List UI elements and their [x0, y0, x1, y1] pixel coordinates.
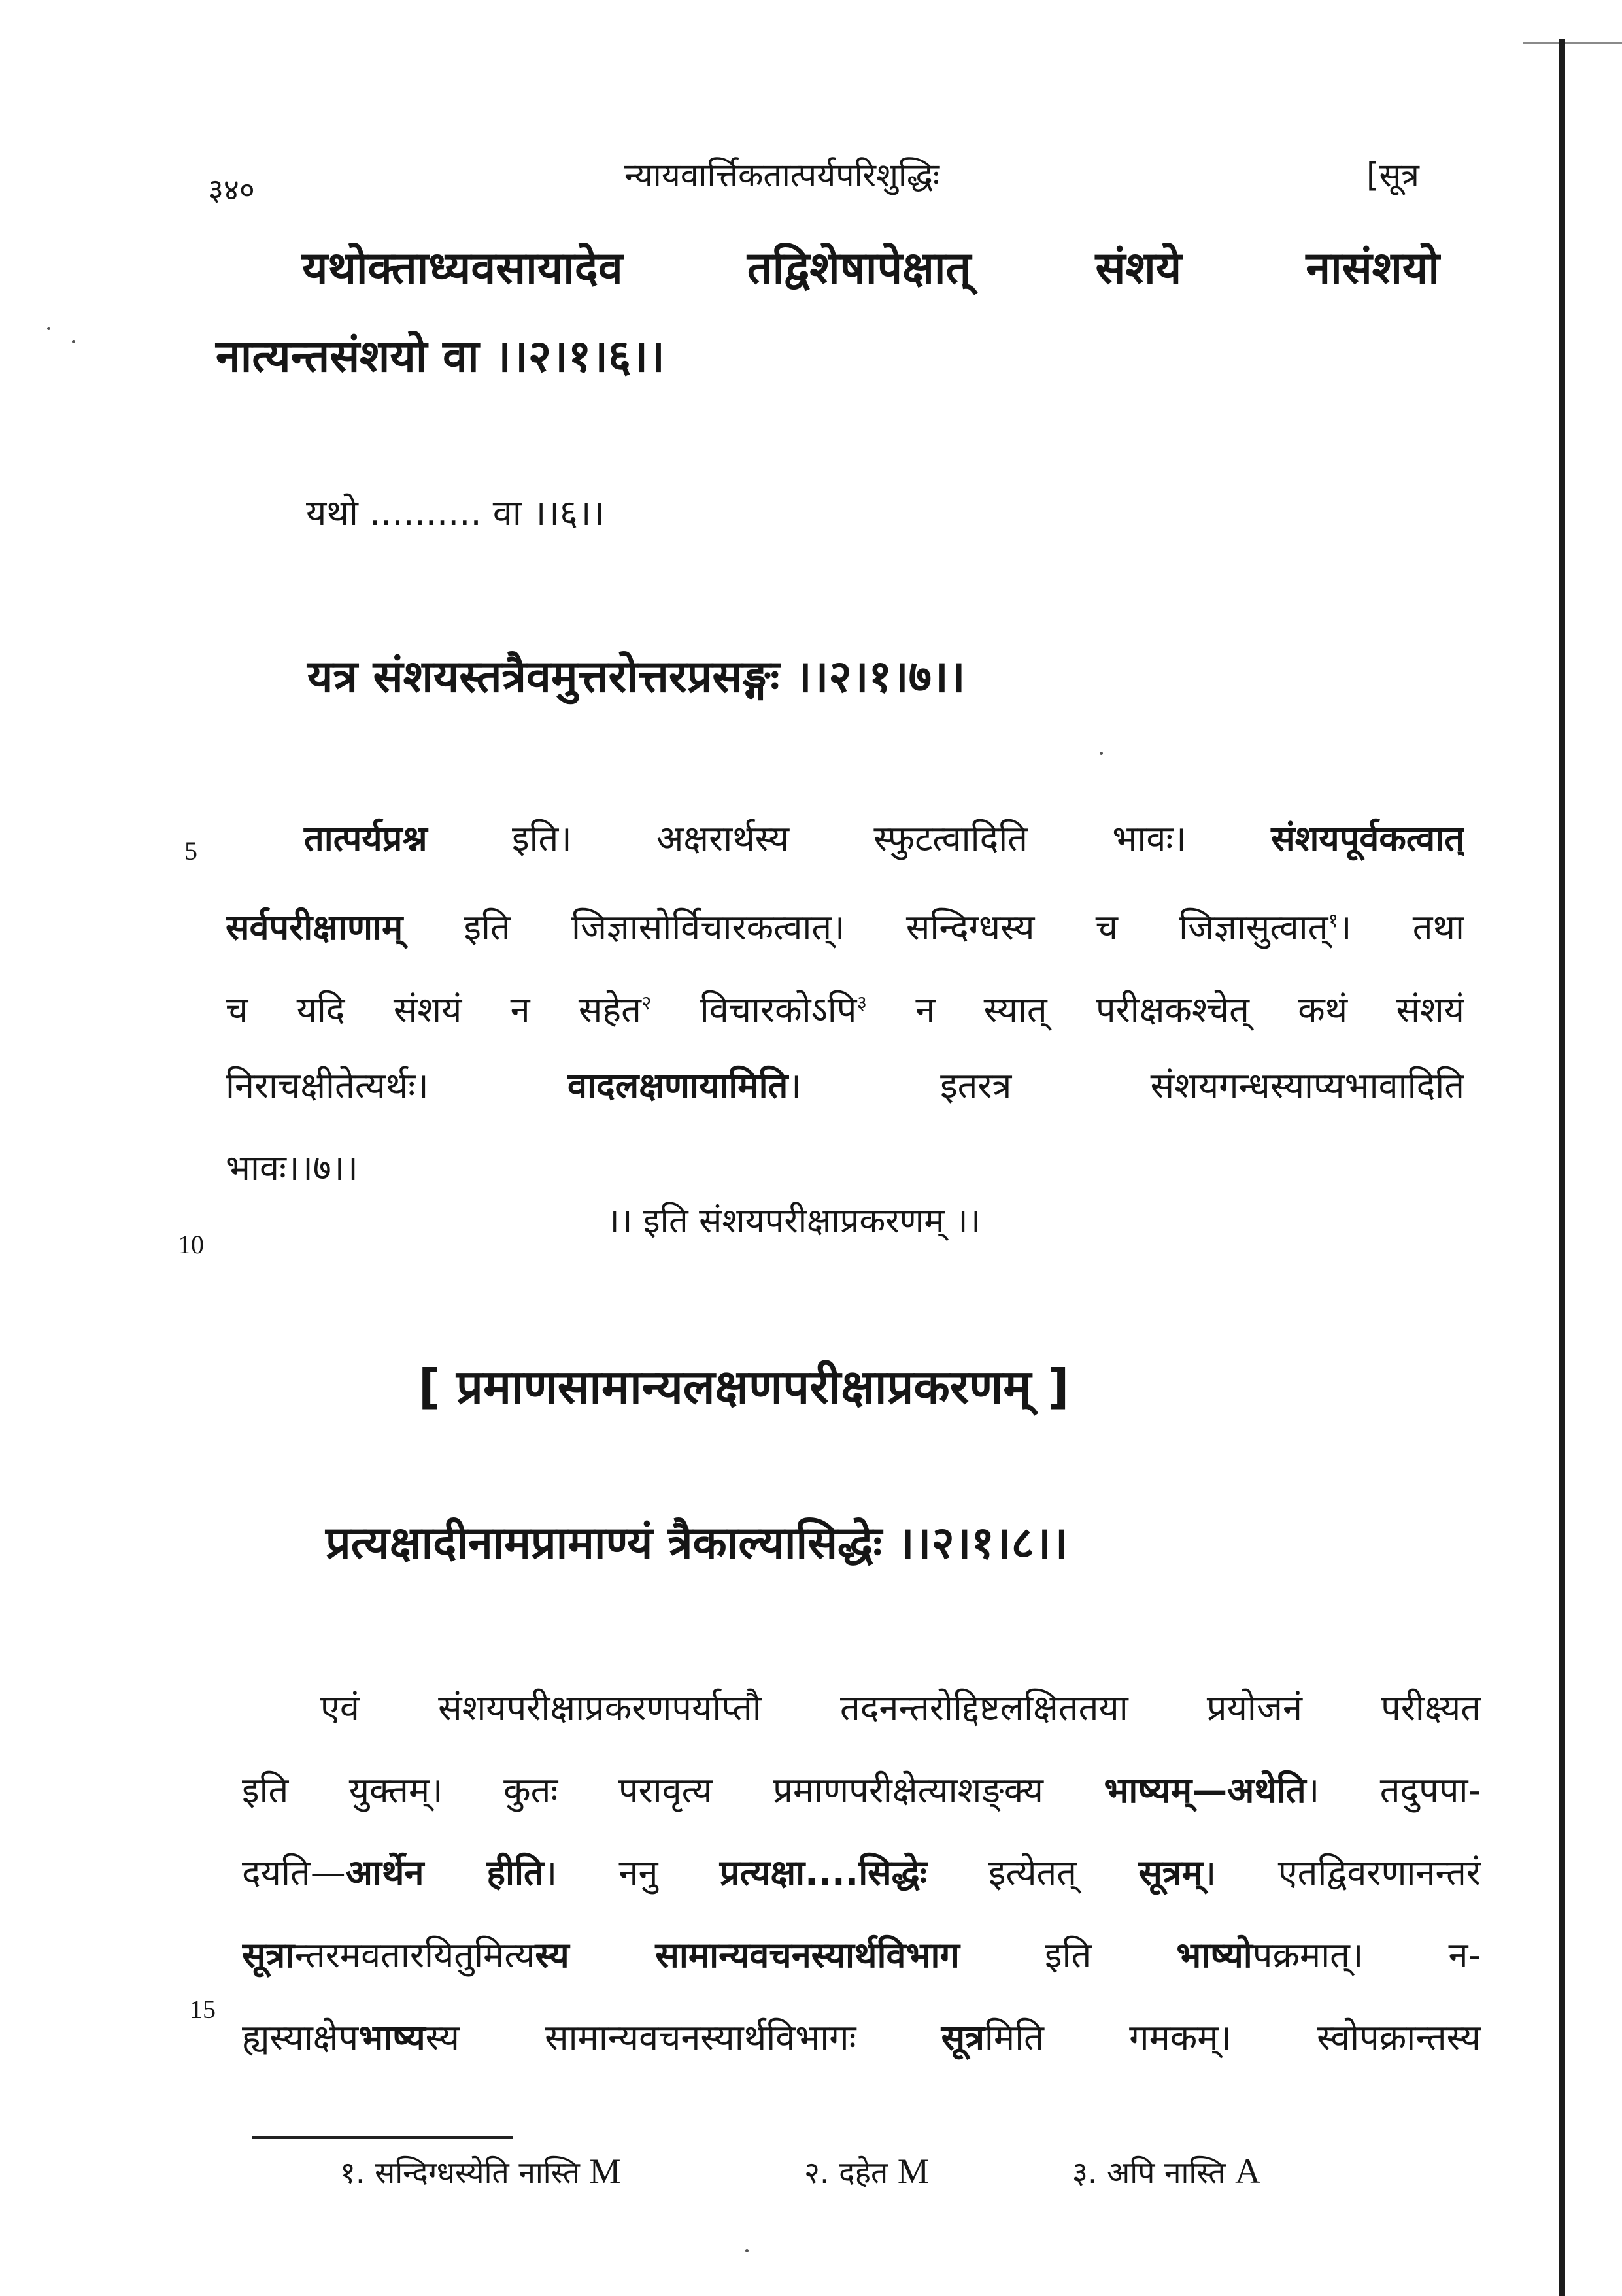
line-number-5: 5 — [184, 836, 197, 866]
line-number-15: 15 — [190, 1995, 216, 2024]
text-run: । तदुपपा- — [1306, 1770, 1481, 1811]
commentary-line — [242, 1997, 1481, 2079]
text-run: इति। अक्षरार्थस्य स्फुटत्वादिति भावः। — [427, 818, 1272, 859]
running-title: न्यायवार्त्तिकतात्पर्यपरिशुद्धिः — [624, 156, 939, 194]
sutra-word: नासंशयो — [1306, 243, 1440, 294]
footnote-text: ३. अपि नास्ति — [1072, 2155, 1236, 2190]
scan-top-line — [1523, 42, 1622, 44]
text-run: च यदि संशयं न सहेत — [226, 989, 641, 1030]
bold-term: सूत्र — [941, 2017, 985, 2058]
section-tag: [सूत्र — [1366, 156, 1419, 194]
footnote-ref: १ — [1328, 909, 1339, 932]
sutra-word: संशये — [1095, 243, 1182, 294]
text-run: । एतद्विवरणानन्तरं — [1202, 1852, 1481, 1893]
text-run: स्य सामान्यवचनस्यार्थविभागः — [425, 2017, 941, 2058]
commentary-paragraph-2 — [242, 1667, 1481, 2079]
bold-term: भाष्यो — [1176, 1934, 1253, 1976]
text-run: इति युक्तम्। कुतः परावृत्य प्रमाणपरीक्षेत्याशङ्क्य — [242, 1770, 1104, 1811]
colophon: ।। इति संशयपरीक्षाप्रकरणम् ।। — [607, 1202, 981, 1241]
footnote-text: १. सन्दिग्धस्येति नास्ति — [340, 2155, 590, 2190]
footnote-ref: ३ — [856, 992, 868, 1015]
footnote-2 — [804, 2151, 929, 2192]
sutra-8: प्रत्यक्षादीनामप्रामाण्यं त्रैकाल्यासिद्धेः ।।२।१।८।। — [326, 1517, 1068, 1569]
bold-term: सूत्रा — [242, 1934, 295, 1976]
commentary-paragraph-1 — [226, 798, 1464, 1209]
footnote-text: २. दहेत — [804, 2155, 898, 2190]
commentary-line — [226, 798, 1464, 880]
footnote-rule — [252, 2136, 513, 2139]
bold-term: वादलक्षणायामिति — [567, 1065, 788, 1106]
text-run: निराचक्षीतेत्यर्थः। — [226, 1065, 567, 1106]
bold-term: सूत्रम् — [1138, 1852, 1203, 1893]
line-number-10: 10 — [178, 1230, 204, 1259]
manuscript-siglum: M — [589, 2152, 621, 2191]
manuscript-siglum: A — [1235, 2152, 1261, 2191]
text-run: न्तरमवतारयितुमित्य — [294, 1934, 535, 1976]
commentary-line — [226, 1045, 1464, 1127]
footnote-3 — [1072, 2151, 1260, 2192]
scan-edge-line — [1559, 39, 1565, 2296]
scan-speck — [745, 2249, 749, 2252]
text-run: मिति गमकम्। स्वोपक्रान्तस्य — [984, 2017, 1481, 2058]
bold-term: स्य सामान्यवचनस्यार्थविभाग — [535, 1934, 960, 1976]
commentary-line: एवं संशयपरीक्षाप्रकरणपर्याप्तौ तदनन्तरोद्दिष्टलक्षिततया प्रयोजनं परीक्ष्यत — [320, 1687, 1481, 1729]
section-heading: [ प्रमाणसामान्यलक्षणपरीक्षाप्रकरणम् ] — [418, 1359, 1070, 1414]
commentary-line: भावः।।७।। — [226, 1147, 358, 1189]
commentary-line — [226, 962, 1464, 1045]
sutra-6-line-2: नात्यन्तसंशयो वा ।।२।१।६।। — [216, 331, 665, 382]
page-number: ३४० — [208, 172, 255, 207]
commentary-line — [242, 1832, 1481, 1914]
commentary-line — [226, 880, 1464, 962]
footnote-1 — [340, 2151, 620, 2192]
scan-speck — [47, 327, 50, 330]
scan-speck — [72, 340, 75, 343]
bold-term: तात्पर्यप्रश्न — [304, 818, 428, 859]
footnote-ref: २ — [641, 992, 652, 1015]
text-run: पक्रमात्। न- — [1252, 1934, 1481, 1976]
sutra-6-line-1 — [302, 235, 1440, 296]
bold-term: भाष्यम्—अथेति — [1104, 1770, 1306, 1811]
text-run: विचारकोऽपि — [651, 989, 857, 1030]
bold-term: प्रत्यक्षा....सिद्धेः — [719, 1852, 927, 1893]
sutra-word: यथोक्ताध्यवसायादेव — [302, 243, 623, 294]
sutra-word: तद्विशेषापेक्षात् — [747, 243, 972, 294]
commentary-line — [242, 1914, 1481, 1997]
bold-term: आर्थेन हीति — [345, 1852, 544, 1893]
text-run: न स्यात् परीक्षकश्चेत् कथं संशयं — [867, 989, 1464, 1030]
scan-speck — [1100, 752, 1103, 755]
text-run: इत्येतत् — [926, 1852, 1139, 1893]
manuscript-siglum: M — [897, 2152, 929, 2191]
text-run: । इतरत्र संशयगन्धस्याप्यभावादिति — [788, 1065, 1464, 1106]
bold-term: संशयपूर्वकत्वात् — [1271, 818, 1464, 859]
text-run: । ननु — [543, 1852, 720, 1893]
text-run: दयति— — [242, 1852, 346, 1893]
pratika: यथो .......... वा ।।६।। — [306, 492, 605, 533]
bold-term: भाष्य — [358, 2017, 426, 2058]
bold-term: सर्वपरीक्षाणाम् — [226, 907, 403, 948]
text-run: ह्यस्याक्षेप — [242, 2017, 359, 2058]
commentary-line — [242, 1749, 1481, 1832]
text-run: । तथा — [1338, 907, 1464, 948]
text-run: इति — [959, 1934, 1177, 1976]
sutra-7: यत्र संशयस्तत्रैवमुत्तरोत्तरप्रसङ्गः ।।२।१।७।। — [307, 651, 966, 703]
text-run: इति जिज्ञासोर्विचारकत्वात्। सन्दिग्धस्य च जिज्ञासुत्वात् — [403, 907, 1328, 948]
